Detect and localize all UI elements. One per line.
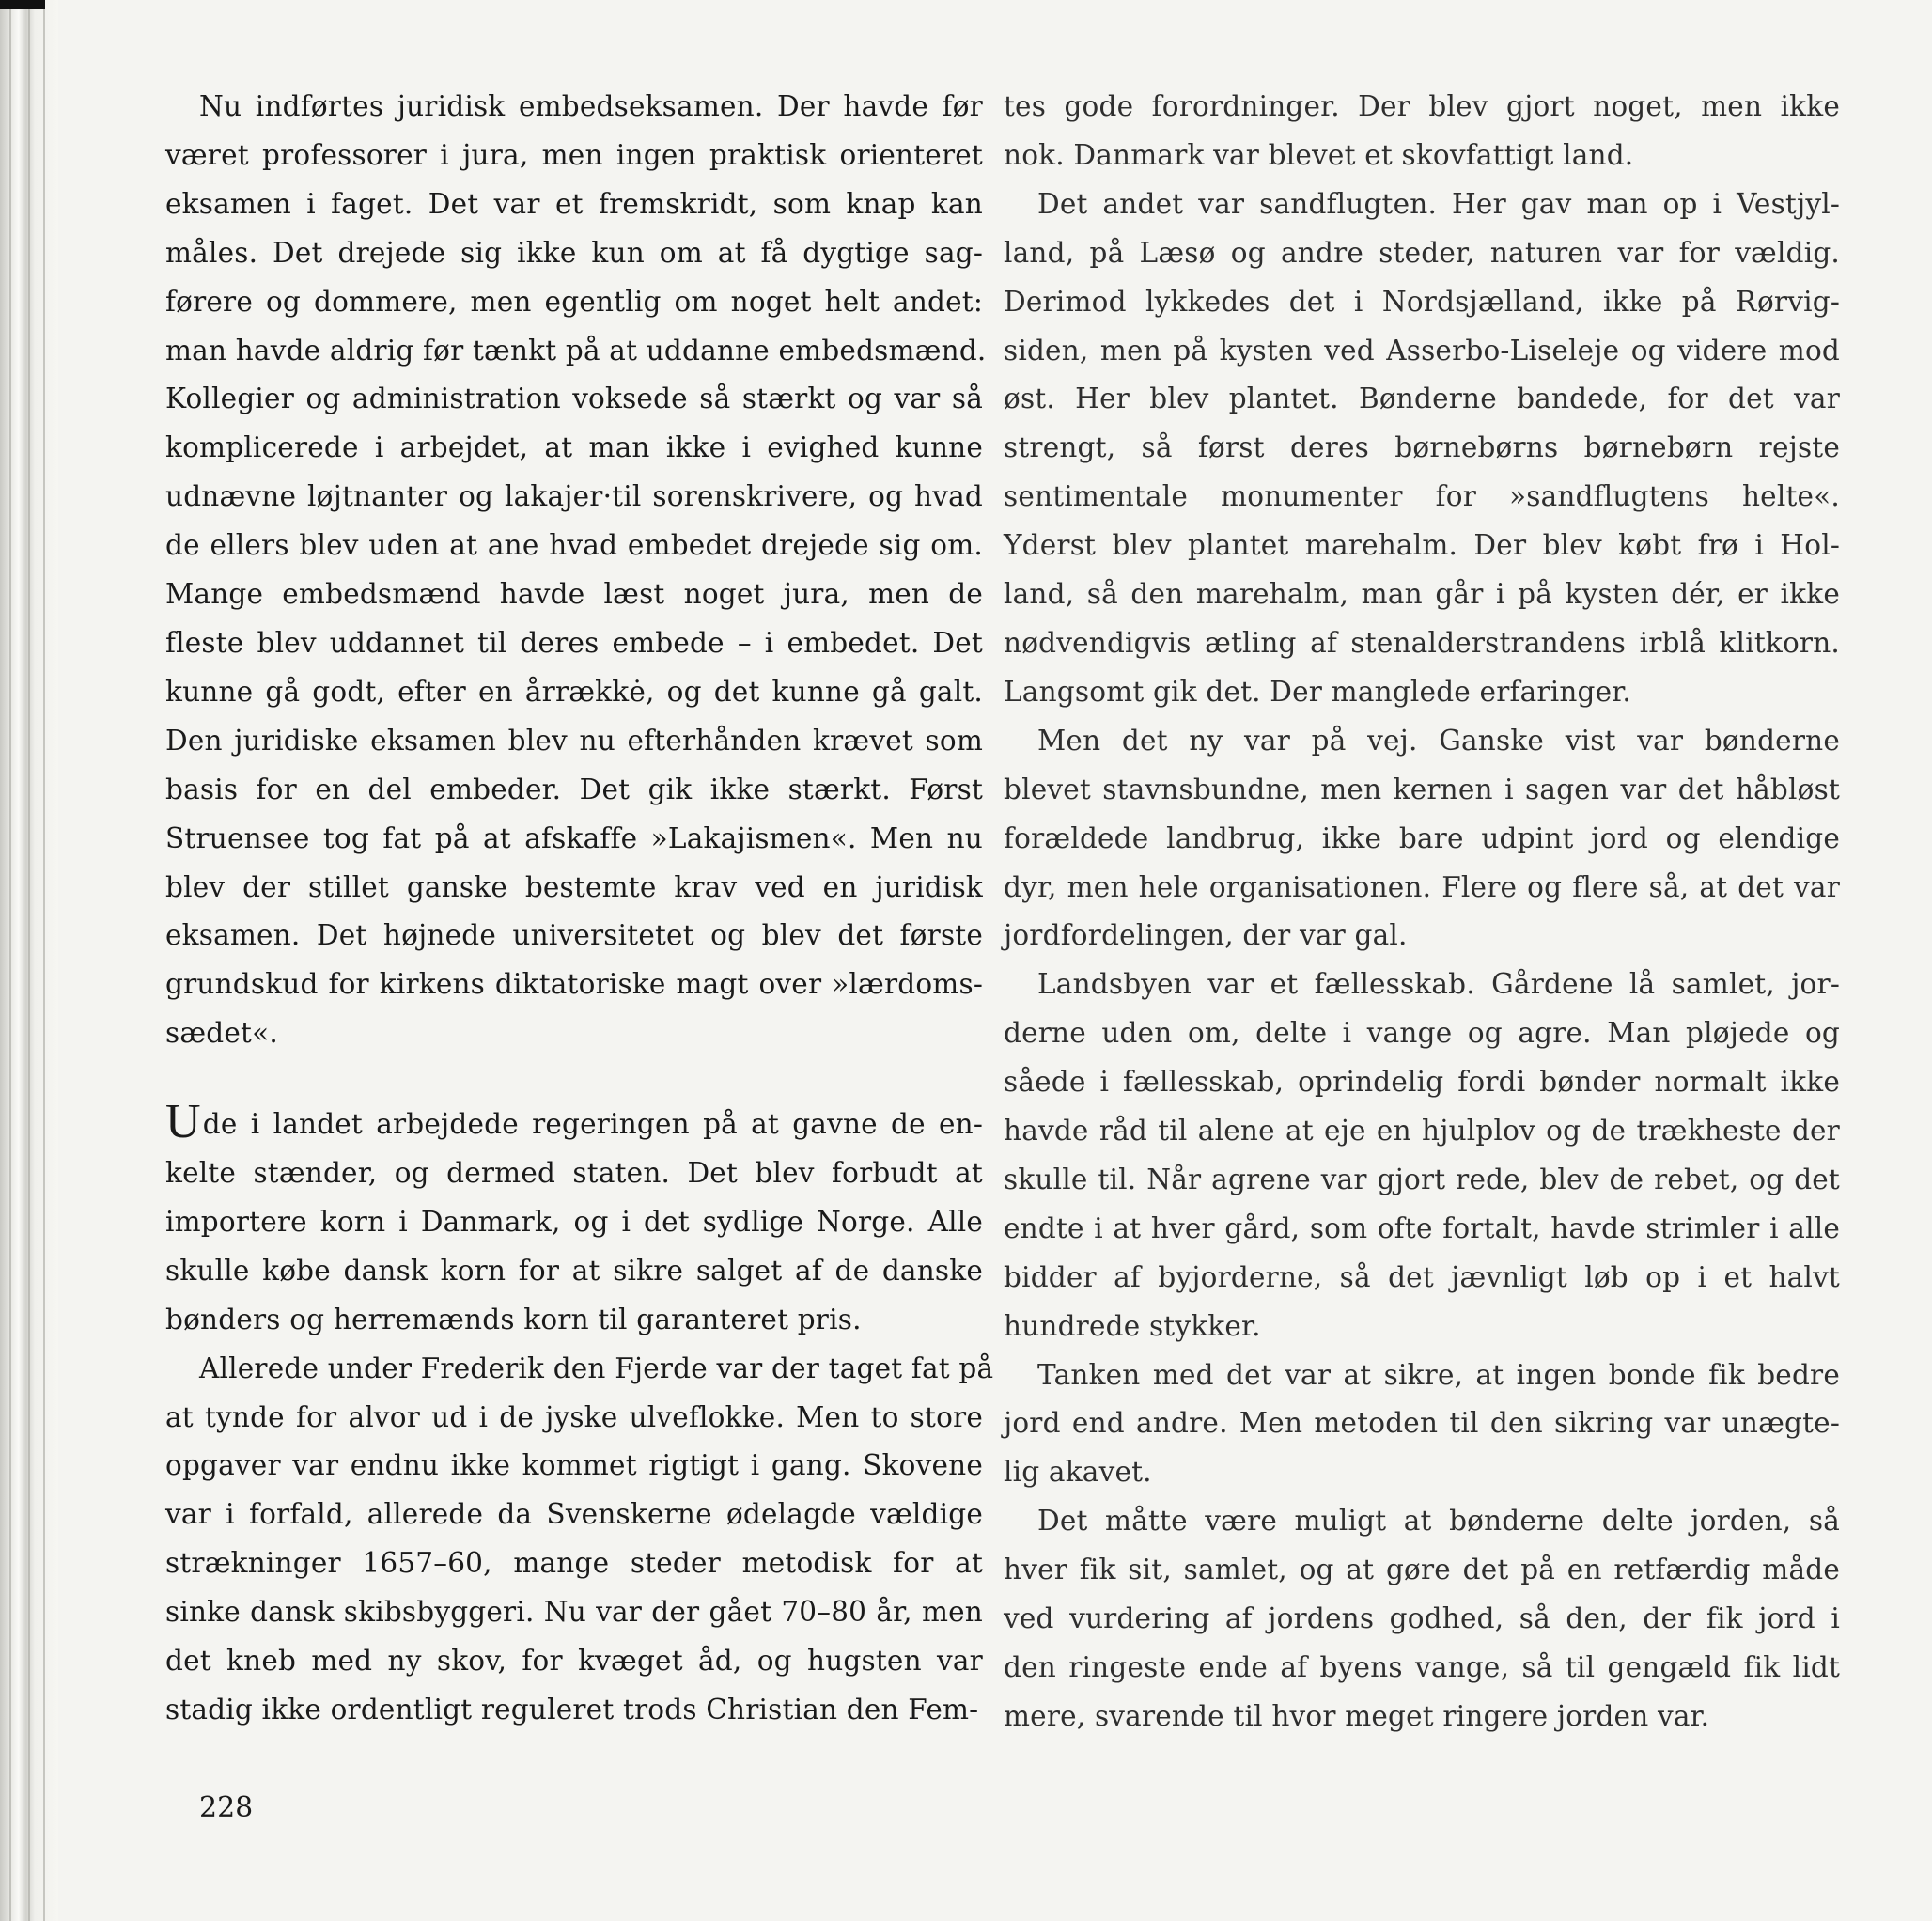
page-number: 228 [199,1791,254,1824]
book-binding-gutter [0,0,58,1921]
text-line: komplicerede i arbejdet, at man ikke i evighed kunne [165,431,983,464]
text-line: skulle til. Når agrene var gjort rede, blev de rebet, og det [1004,1163,1840,1195]
paragraph [1004,1351,1840,1498]
text-line: udnævne løjtnanter og lakajer·til sorenskrivere, og hvad [165,480,983,513]
text-line: hundrede stykker. [1004,1309,1261,1342]
text-line: tes gode forordninger. Der blev gjort noget, men ikke [1004,90,1840,122]
text-line: at tynde for alvor ud i de jyske ulveflokke. Men to store [165,1400,983,1433]
text-line: lig akavet. [1004,1456,1152,1489]
text-line: nødvendigvis ætling af stenalderstrandens irblå klitkorn. [1004,626,1840,659]
scan-corner-mark [0,0,45,9]
text-line: eksamen. Det højnede universitetet og blev det første [165,919,983,952]
text-line: såede i fællesskab, oprindelig fordi bønder normalt ikke [1004,1066,1840,1099]
text-line: jordfordelingen, der var gal. [1004,919,1408,952]
text-line: ved vurdering af jordens godhed, så den, der fik jord i [1004,1602,1840,1635]
text-line: strengt, så først deres børnebørns børnebørn rejste [1004,431,1840,464]
text-line: bønders og herremænds korn til garanteret pris. [165,1303,862,1335]
text-line: dyr, men hele organisationen. Flere og flere så, at det var [1004,870,1840,903]
paragraph [165,83,987,1058]
text-line: nok. Danmark var blevet et skovfattigt land. [1004,138,1634,171]
text-line: sentimentale monumenter for »sandflugtens helte«. [1004,480,1840,513]
text-line: Langsomt gik det. Der manglede erfaringer. [1004,675,1631,708]
left-column [165,83,994,1735]
text-line: Landsbyen var et fællesskab. Gårdene lå samlet, jor- [1037,968,1840,1001]
binding-edge-line [9,0,11,1921]
text-line: skulle købe dansk korn for at sikre salget af de danske [165,1254,983,1287]
text-line: stadig ikke ordentligt reguleret trods Christian den Fem- [165,1694,979,1726]
text-line [165,1095,983,1149]
text-line: kelte stænder, og dermed staten. Det blev forbudt at [165,1157,983,1190]
binding-edge-line [43,0,45,1921]
paragraph [1004,960,1840,1351]
text-line: siden, men på kysten ved Asserbo-Liseleje og videre mod [1004,334,1840,367]
text-line: Allerede under Frederik den Fjerde var der taget fat på [199,1351,994,1384]
text-line: forældede landbrug, ikke bare udpint jord og elendige [1004,821,1840,854]
text-line: var i forfald, allerede da Svenskerne ødelagde vældige [165,1498,983,1531]
text-line: Struensee tog fat på at afskaffe »Lakajismen«. Men nu [165,821,983,854]
text-line: hver fik sit, samlet, og at gøre det på en retfærdig måde [1004,1554,1840,1586]
text-line: bidder af byjorderne, så det jævnligt løb op i et halvt [1004,1260,1840,1293]
text-line: Det måtte være muligt at bønderne delte jorden, så [1037,1505,1840,1538]
text-line: det kneb med ny skov, for kvæget åd, og hugsten var [165,1645,983,1678]
paragraph [1004,180,1840,717]
text-line: derne uden om, delte i vange og agre. Man pløjede og [1004,1017,1840,1050]
text-line: jord end andre. Men metoden til den sikring var unægte- [1004,1407,1840,1440]
drop-cap: U [165,1095,201,1149]
text-line: den ringeste ende af byens vange, så til gengæld fik lidt [1004,1651,1840,1683]
dropcap-line-text: de i landet arbejdede regeringen på at gavne de en- [202,1108,983,1141]
text-line: havde råd til alene at eje en hjulplov og de trækheste der [1004,1115,1840,1148]
paragraph-continuation [165,1149,983,1345]
text-line: Mange embedsmænd havde læst noget jura, men de [165,578,983,611]
text-line: importere korn i Danmark, og i det sydlige Norge. Alle [165,1205,983,1238]
paragraph [1004,717,1840,961]
text-line: land, på Læsø og andre steder, naturen var for vældig. [1004,236,1840,269]
text-line: de ellers blev uden at ane hvad embedet drejede sig om. [165,529,983,562]
text-line: Derimod lykkedes det i Nordsjælland, ikke på Rørvig- [1004,285,1840,318]
text-line: Men det ny var på vej. Ganske vist var bønderne [1037,724,1840,757]
paragraph [1004,83,1840,180]
text-line: førere og dommere, men egentlig om noget helt andet: [165,285,983,318]
text-line: måles. Det drejede sig ikke kun om at få dygtige sag- [165,236,983,269]
text-line: blev der stillet ganske bestemte krav ved en juridisk [165,870,983,903]
text-line: grundskud for kirkens diktatoriske magt over »lærdoms- [165,968,983,1001]
binding-edge-line [28,0,30,1921]
paragraph [165,1345,994,1735]
text-line: eksamen i faget. Det var et fremskridt, som knap kan [165,187,983,220]
text-line: strækninger 1657–60, mange steder metodisk for at [165,1547,983,1580]
text-line: sædet«. [165,1017,278,1050]
text-line: Nu indførtes juridisk embedseksamen. Der havde før [199,90,983,122]
text-line: Kollegier og administration voksede så stærkt og var så [165,383,983,415]
text-line: kunne gå godt, efter en årrækkė, og det kunne gå galt. [165,675,983,708]
text-line: Den juridiske eksamen blev nu efterhånden krævet som [165,724,983,757]
text-line: endte i at hver gård, som ofte fortalt, havde strimler i alle [1004,1211,1840,1244]
text-line: man havde aldrig før tænkt på at uddanne embedsmænd. [165,334,987,367]
text-line: land, så den marehalm, man går i på kysten dér, er ikke [1004,578,1840,611]
paragraph-with-dropcap [165,1095,983,1345]
text-line: været professorer i jura, men ingen praktisk orienteret [165,138,983,171]
right-column [1004,83,1840,1741]
text-line: øst. Her blev plantet. Bønderne bandede, for det var [1004,383,1840,415]
text-line: fleste blev uddannet til deres embede – i embedet. Det [165,626,983,659]
section-gap [165,1058,983,1098]
text-line: sinke dansk skibsbyggeri. Nu var der gået 70–80 år, men [165,1596,983,1629]
text-line: blevet stavnsbundne, men kernen i sagen var det håbløst [1004,773,1840,805]
text-line: Tanken med det var at sikre, at ingen bonde fik bedre [1037,1358,1840,1391]
text-line: Det andet var sandflugten. Her gav man op i Vestjyl- [1037,187,1840,220]
text-line: opgaver var endnu ikke kommet rigtigt i gang. Skovene [165,1449,983,1482]
text-line: Yderst blev plantet marehalm. Der blev købt frø i Hol- [1004,529,1840,562]
paragraph [1004,1497,1840,1741]
text-line: basis for en del embeder. Det gik ikke stærkt. Først [165,773,983,805]
text-line: mere, svarende til hvor meget ringere jorden var. [1004,1699,1710,1732]
